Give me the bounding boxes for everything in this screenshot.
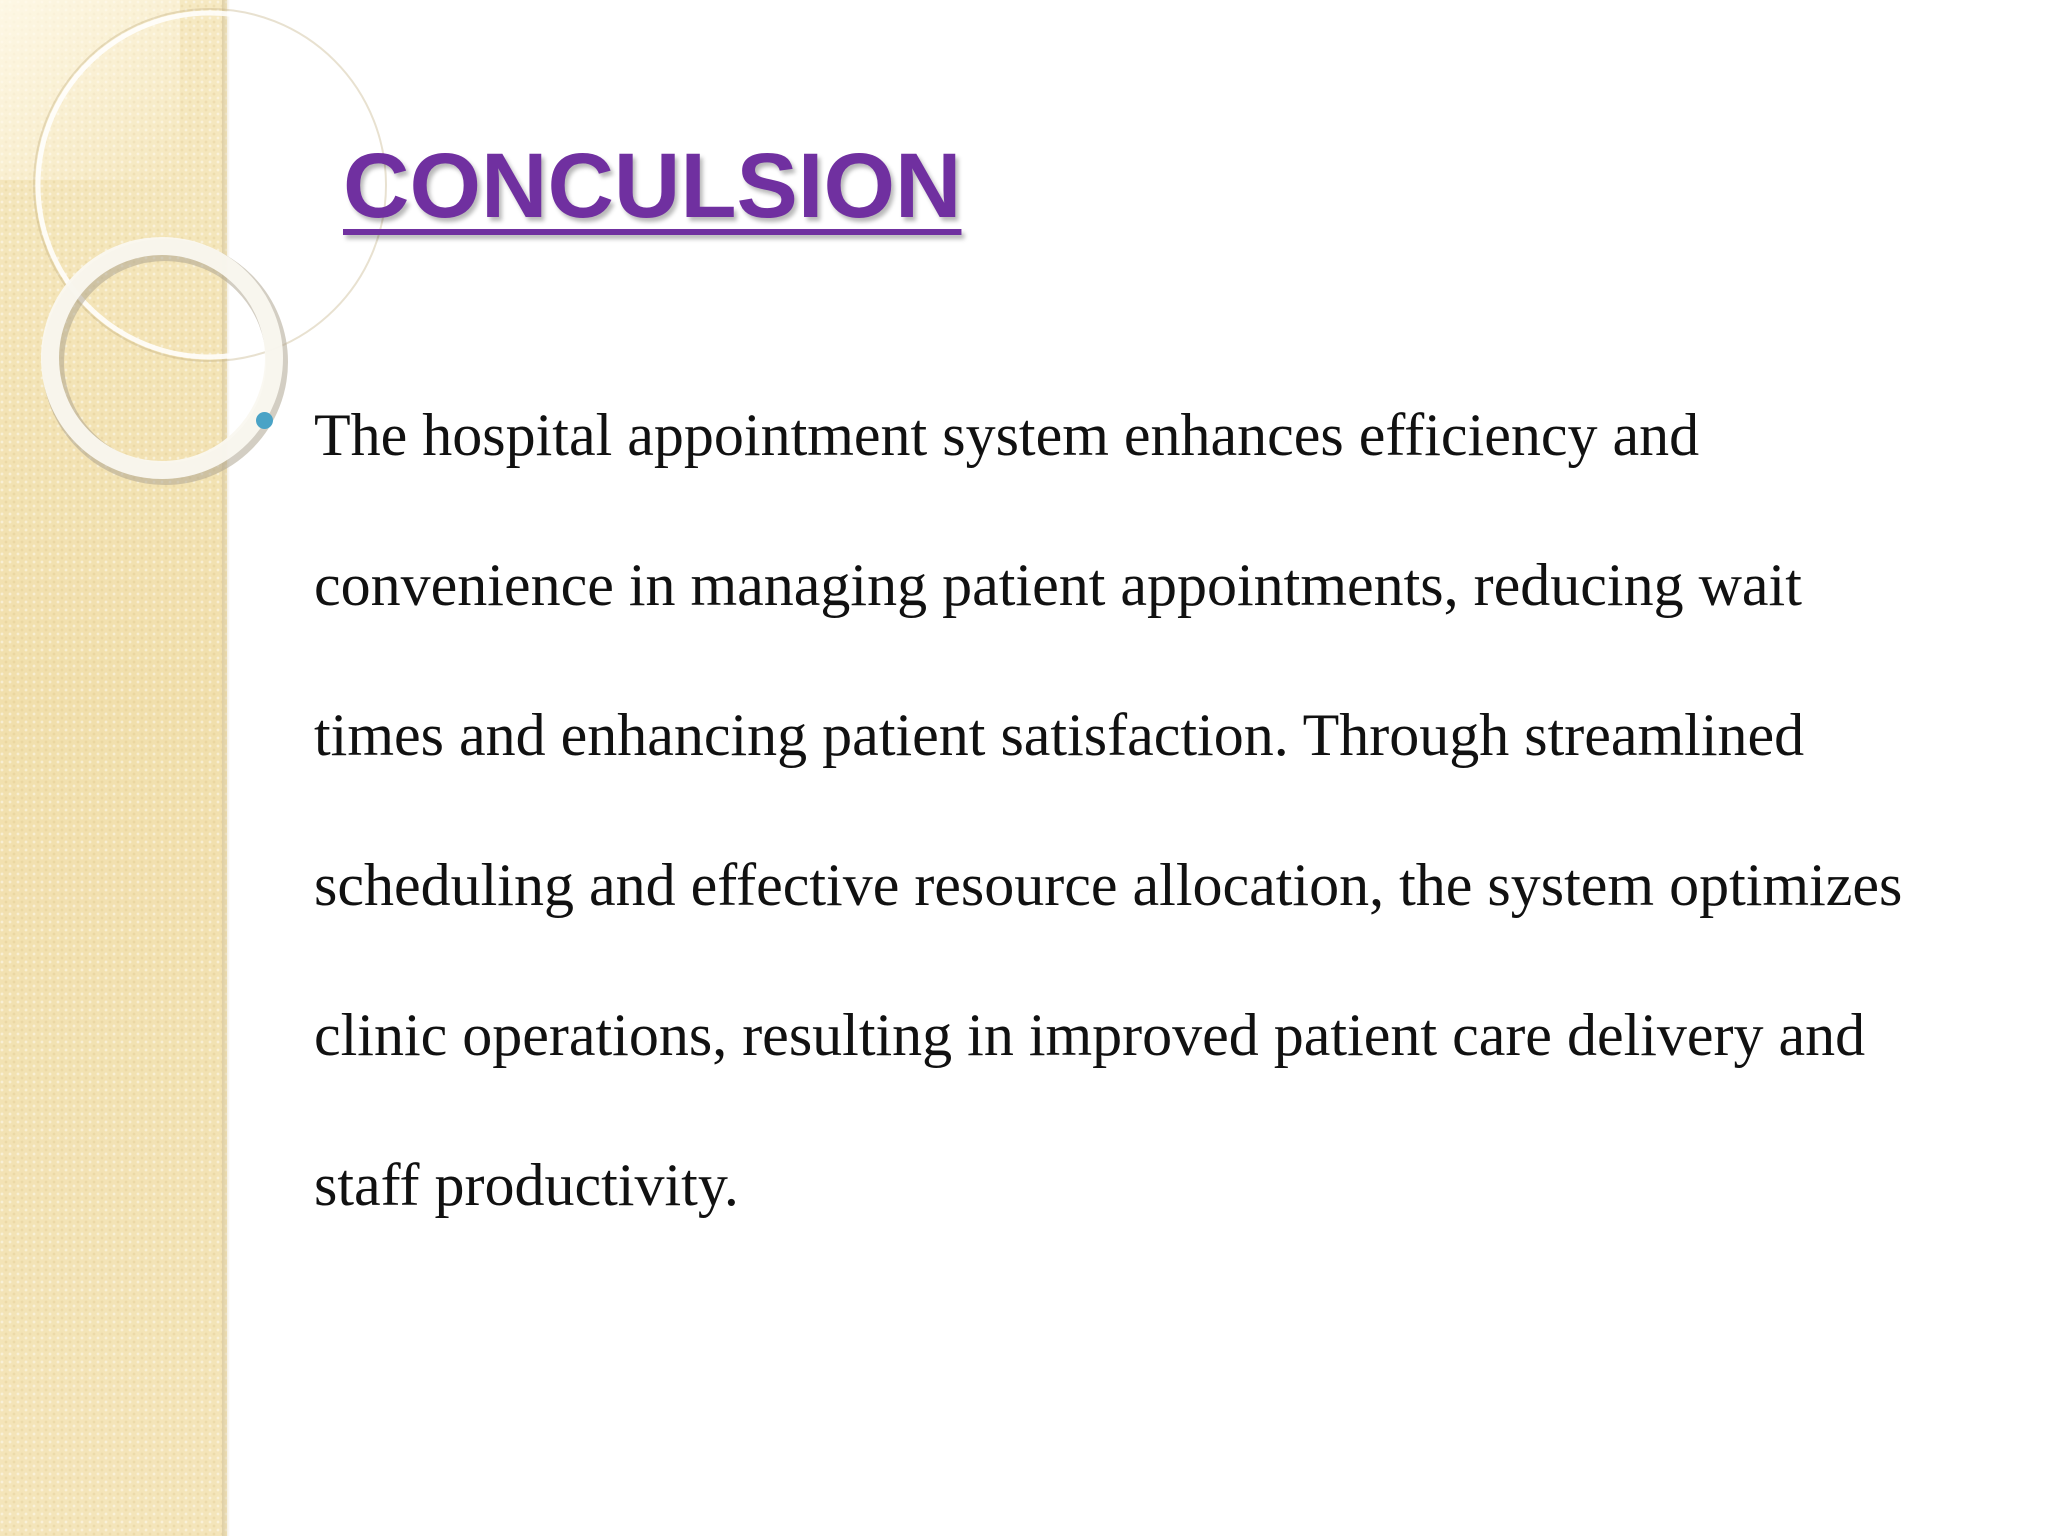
slide-title: CONCULSION (343, 135, 962, 237)
bullet-dot-icon (256, 412, 273, 429)
bullet-text: The hospital appointment system enhances efficiency and convenience in managing patient appointments, reducing wait times and enhancing patient satisfaction. Through streamlined scheduling and effective resource allocation, the system optimizes clinic operations, resulting in improved patient care delivery and staff productivity. (314, 402, 1903, 1218)
decorative-rings (0, 0, 240, 520)
large-ring-shape (38, 13, 382, 357)
